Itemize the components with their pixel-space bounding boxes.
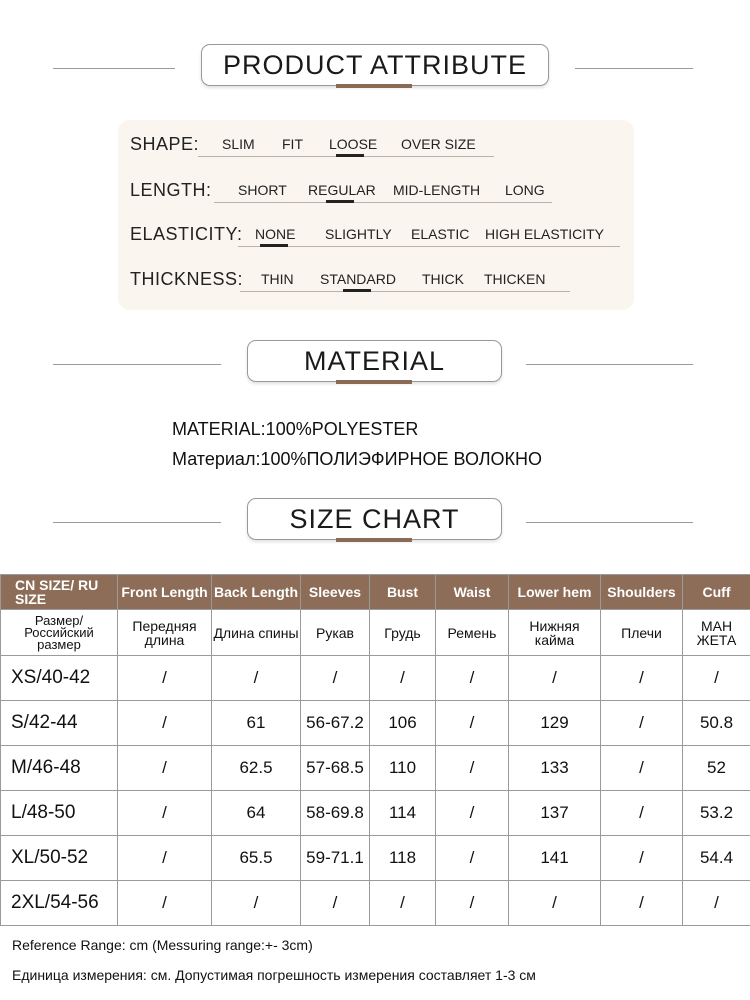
header-row-en	[1, 575, 750, 610]
table-cell: /	[509, 881, 601, 926]
table-row	[1, 791, 750, 836]
table-cell: 57-68.5	[301, 746, 370, 791]
table-cell: /	[683, 656, 750, 701]
column-header-ru: Размер/ Российский размер	[1, 610, 118, 656]
attribute-label: ELASTICITY:	[130, 224, 243, 244]
attribute-option: MID-LENGTH	[393, 182, 481, 198]
table-cell: /	[436, 881, 509, 926]
attribute-option: SLIM	[222, 136, 255, 152]
table-cell: 53.2	[683, 791, 750, 836]
table-cell: /	[301, 881, 370, 926]
size-chart-table	[0, 574, 750, 926]
size-cell: XS/40-42	[1, 656, 118, 701]
table-row	[1, 746, 750, 791]
table-row	[1, 656, 750, 701]
attribute-option: ELASTIC	[411, 226, 470, 242]
attribute-option: FIT	[282, 136, 303, 152]
table-cell: /	[118, 836, 212, 881]
attribute-option: LONG	[505, 182, 545, 198]
table-cell: 50.8	[683, 701, 750, 746]
attribute-option: THIN	[261, 271, 294, 287]
column-header: Front Length	[118, 575, 212, 610]
table-cell: /	[436, 791, 509, 836]
attribute-option: SHORT	[238, 182, 287, 198]
table-cell: /	[436, 701, 509, 746]
table-cell: /	[436, 746, 509, 791]
title-accent	[336, 84, 412, 88]
table-cell: 141	[509, 836, 601, 881]
table-row	[1, 836, 750, 881]
table-cell: /	[118, 746, 212, 791]
table-cell: 54.4	[683, 836, 750, 881]
table-cell: 65.5	[212, 836, 301, 881]
reference-note-en: Reference Range: cm (Messuring range:+- 3cm)	[12, 937, 313, 953]
attribute-row-shape	[118, 120, 634, 160]
attribute-option: OVER SIZE	[401, 136, 476, 152]
attribute-row-thickness	[118, 255, 634, 295]
table-cell: /	[370, 656, 436, 701]
table-cell: 114	[370, 791, 436, 836]
column-header-ru: МАН ЖЕТА	[683, 610, 750, 656]
table-cell: 61	[212, 701, 301, 746]
attribute-row-length	[118, 166, 634, 206]
divider-right	[526, 522, 693, 523]
divider-left	[53, 68, 175, 69]
column-header: Bust	[370, 575, 436, 610]
table-cell: 137	[509, 791, 601, 836]
table-cell: /	[370, 881, 436, 926]
attribute-option: HIGH ELASTICITY	[485, 226, 605, 242]
divider-right	[575, 68, 693, 69]
table-cell: /	[509, 656, 601, 701]
material-ru: Материал:100%ПОЛИЭФИРНОЕ ВОЛОКНО	[172, 449, 543, 469]
title-accent	[336, 538, 412, 542]
size-cell: 2XL/54-56	[1, 881, 118, 926]
column-header-ru: Нижняя кайма	[509, 610, 601, 656]
table-cell: 62.5	[212, 746, 301, 791]
table-cell: /	[118, 881, 212, 926]
table-cell: /	[601, 791, 683, 836]
attribute-underline	[214, 202, 552, 203]
divider-left	[53, 364, 221, 365]
column-header: Sleeves	[301, 575, 370, 610]
column-header: Back Length	[212, 575, 301, 610]
title-accent	[336, 380, 412, 384]
column-header-ru: Грудь	[370, 610, 436, 656]
size-cell: S/42-44	[1, 701, 118, 746]
table-cell: 58-69.8	[301, 791, 370, 836]
table-cell: /	[436, 836, 509, 881]
column-header: Shoulders	[601, 575, 683, 610]
size-cell: XL/50-52	[1, 836, 118, 881]
column-header: Lower hem	[509, 575, 601, 610]
attribute-option-selected: NONE	[255, 226, 296, 242]
column-header-ru: Рукав	[301, 610, 370, 656]
selected-marker	[260, 244, 288, 247]
attribute-label: LENGTH:	[130, 180, 212, 200]
table-cell: /	[601, 836, 683, 881]
column-header-ru: Ремень	[436, 610, 509, 656]
table-cell: /	[601, 656, 683, 701]
attribute-label: THICKNESS:	[130, 269, 244, 289]
table-cell: 52	[683, 746, 750, 791]
table-cell: /	[683, 881, 750, 926]
table-cell: 59-71.1	[301, 836, 370, 881]
table-cell: 110	[370, 746, 436, 791]
column-header: CN SIZE/ RU SIZE	[1, 575, 118, 610]
measurement-notes	[12, 934, 536, 994]
column-header-ru: Длина спины	[212, 610, 301, 656]
table-cell: 133	[509, 746, 601, 791]
table-cell: /	[436, 656, 509, 701]
table-cell: /	[601, 881, 683, 926]
attribute-panel	[118, 120, 634, 310]
attribute-underline	[238, 246, 620, 247]
column-header: Waist	[436, 575, 509, 610]
table-cell: /	[601, 746, 683, 791]
product-attribute-header	[0, 44, 750, 94]
material-header	[0, 340, 750, 390]
column-header: Cuff	[683, 575, 750, 610]
attribute-option-selected: STANDARD	[320, 271, 396, 287]
attribute-label: SHAPE:	[130, 134, 200, 154]
attribute-underline	[240, 291, 570, 292]
material-en: MATERIAL:100%POLYESTER	[172, 419, 419, 439]
table-cell: /	[601, 701, 683, 746]
material-info	[172, 414, 542, 474]
material-title: MATERIAL	[247, 340, 502, 382]
table-cell: /	[301, 656, 370, 701]
table-cell: /	[118, 656, 212, 701]
selected-marker	[326, 200, 354, 203]
header-row-ru	[1, 610, 750, 656]
table-cell: 64	[212, 791, 301, 836]
size-cell: L/48-50	[1, 791, 118, 836]
table-cell: 106	[370, 701, 436, 746]
attribute-option: SLIGHTLY	[325, 226, 392, 242]
column-header-ru: Плечи	[601, 610, 683, 656]
table-row	[1, 701, 750, 746]
size-chart-header	[0, 498, 750, 548]
divider-left	[53, 522, 221, 523]
table-cell: /	[118, 791, 212, 836]
table-cell: /	[212, 881, 301, 926]
table-cell: /	[212, 656, 301, 701]
table-cell: 118	[370, 836, 436, 881]
selected-marker	[336, 154, 364, 157]
column-header-ru: Передняя длина	[118, 610, 212, 656]
size-cell: M/46-48	[1, 746, 118, 791]
attribute-option: THICK	[422, 271, 464, 287]
attribute-option-selected: REGULAR	[308, 182, 376, 198]
divider-right	[526, 364, 693, 365]
table-cell: 129	[509, 701, 601, 746]
attribute-option-selected: LOOSE	[329, 136, 378, 152]
table-cell: 56-67.2	[301, 701, 370, 746]
size-chart-title: SIZE CHART	[247, 498, 502, 540]
selected-marker	[343, 289, 371, 292]
table-cell: /	[118, 701, 212, 746]
reference-note-ru: Единица измерения: см. Допустимая погрешность измерения составляет 1-3 см	[12, 967, 536, 983]
table-row	[1, 881, 750, 926]
attribute-row-elasticity	[118, 210, 634, 250]
product-attribute-title: PRODUCT ATTRIBUTE	[201, 44, 549, 86]
attribute-option: THICKEN	[484, 271, 546, 287]
